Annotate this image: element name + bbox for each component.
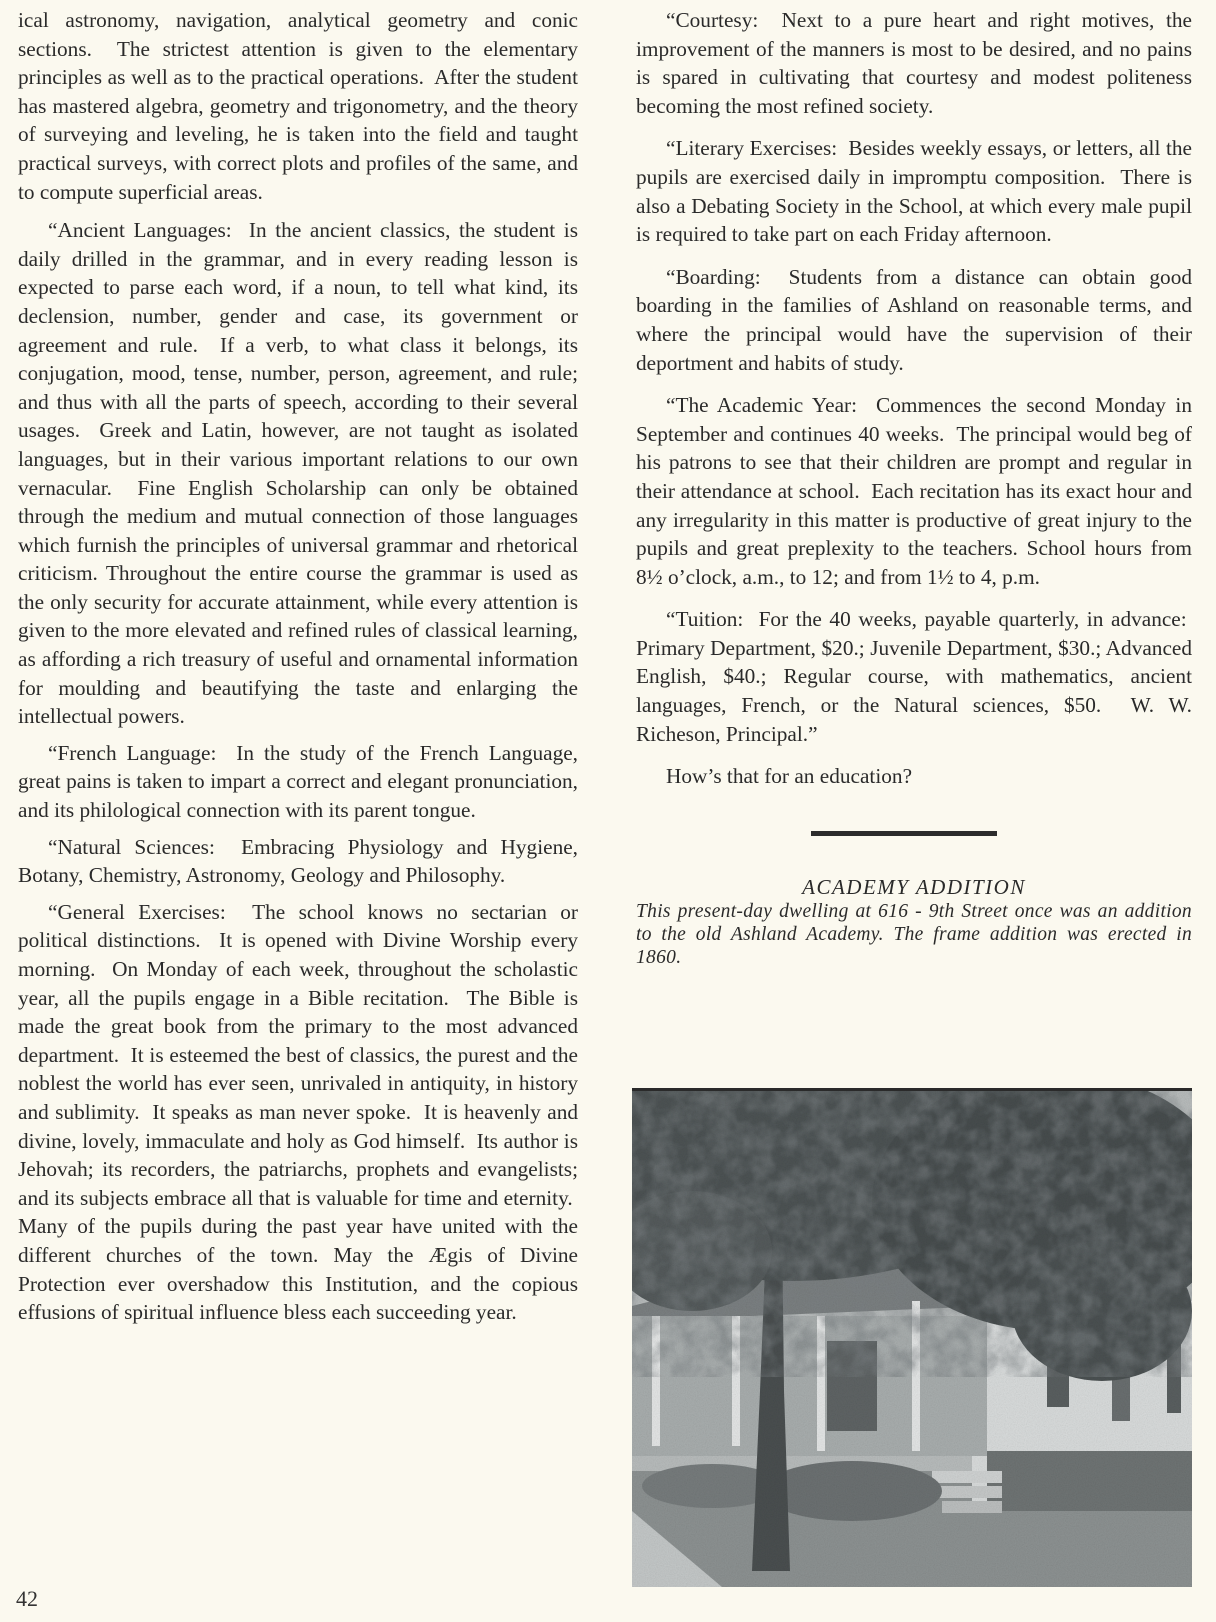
porch-step [942, 1501, 1002, 1513]
section-divider-rule [811, 831, 997, 836]
paragraph-academic-year: “The Academic Year: Commences the second Monday in September and continues 40 weeks. The principal would beg of his patrons to see that their children are prompt and regular in their attendance at school. Each recitation has its exact hour and any irregularity in this matter is productive of great injury to the pupils and great preplexity to the teachers. School hours from 8½ o’clock, a.m., to 12; and from 1½ to 4, p.m. [636, 393, 1192, 589]
paragraph-natural-sciences: “Natural Sciences: Embracing Physiology and Hygiene, Botany, Chemistry, Astronomy, Geology and Philosophy. [18, 834, 578, 888]
academy-addition-photo [632, 1088, 1192, 1587]
paragraph-closing-question: How’s that for an education? [666, 764, 913, 789]
figure-caption: This present-day dwelling at 616 - 9th Street once was an addition to the old Ashland Academy. The frame addition was erected in 1860. [636, 900, 1192, 968]
porch-step [937, 1486, 1002, 1498]
right-column [636, 6, 1192, 969]
paragraph-tuition: “Tuition: For the 40 weeks, payable quarterly, in advance: Primary Department, $20.; Juvenile Department, $30.; Advanced English, $40.; Regular course, with mathematics, ancient languages, French, or the Natural sciences, $50. W. W. Richeson, Principal.” [636, 607, 1192, 746]
house-foundation [987, 1451, 1192, 1511]
paragraph-ancient-languages: “Ancient Languages: In the ancient classics, the student is daily drilled in the grammar, and in every reading lesson is expected to parse each word, if a noun, to tell what kind, its declension, number, gender and case, its government or agreement and rule. If a verb, to what class it belongs, its conjugation, mood, tense, number, person, agreement, and rule; and thus with all the parts of speech, according to their several usages. Greek and Latin, however, are not taught as isolated languages, but in their various important relations to our own vernacular. Fine English Scholarship can only be obtained through the medium and mutual connection of those languages which furnish the principles of universal grammar and rhetorical criticism. Throughout the entire course the grammar is used as the only security for accurate attainment, while every attention is given to the more elevated and refined rules of classical learning, as affording a rich treasury of useful and ornamental information for moulding and beautifying the taste and enlarging the intellectual powers. [18, 218, 578, 729]
page-number: 42 [16, 1586, 38, 1611]
foliage-texture [632, 1091, 1192, 1351]
porch-step [932, 1471, 1002, 1483]
house-photo-illustration [632, 1091, 1192, 1587]
paragraph-french-language: “French Language: In the study of the French Language, great pains is taken to impart a correct and elegant pronunciation, and its philological connection with its parent tongue. [18, 740, 578, 823]
left-column [18, 6, 578, 1335]
paragraph-mathematics-continued: ical astronomy, navigation, analytical geometry and conic sections. The strictest attention is given to the elementary principles as well as to the practical operations. After the student has mastered algebra, geometry and trigonometry, and the theory of surveying and leveling, he is taken into the field and taught practical surveys, with correct plots and profiles of the same, and to compute superficial areas. [18, 8, 578, 204]
front-door [827, 1341, 877, 1431]
paragraph-boarding: “Boarding: Students from a distance can obtain good boarding in the families of Ashland on reasonable terms, and where the principal would have the supervision of their deportment and habits of study. [636, 264, 1192, 375]
figure-title: ACADEMY ADDITION [802, 874, 1026, 899]
shrubbery [762, 1461, 942, 1521]
paragraph-general-exercises: “General Exercises: The school knows no sectarian or political distinctions. It is opened with Divine Worship every morning. On Monday of each week, throughout the scholastic year, all the pupils engage in a Bible recitation. The Bible is made the great book from the primary to the most advanced department. It is esteemed the best of classics, the purest and the noblest the world has ever seen, unrivaled in antiquity, in history and sublimity. It speaks as man never spoke. It is heavenly and divine, lovely, immaculate and holy as God himself. Its author is Jehovah; its recorders, the patriarchs, prophets and evangelists; and its subjects embrace all that is valuable for time and eternity. Many of the pupils during the past year have united with the different churches of the town. May the Ægis of Divine Protection ever overshadow this Institution, and the copious effusions of spiritual influence bless each succeeding year. [18, 899, 578, 1325]
paragraph-courtesy: “Courtesy: Next to a pure heart and right motives, the improvement of the manners is most to be desired, and no pains is spared in cultivating that courtesy and modest politeness becoming the most refined society. [636, 8, 1192, 118]
paragraph-literary-exercises: “Literary Exercises: Besides weekly essays, or letters, all the pupils are exercised daily in impromptu composition. There is also a Debating Society in the School, at which every male pupil is required to take part on each Friday afternoon. [636, 136, 1192, 247]
